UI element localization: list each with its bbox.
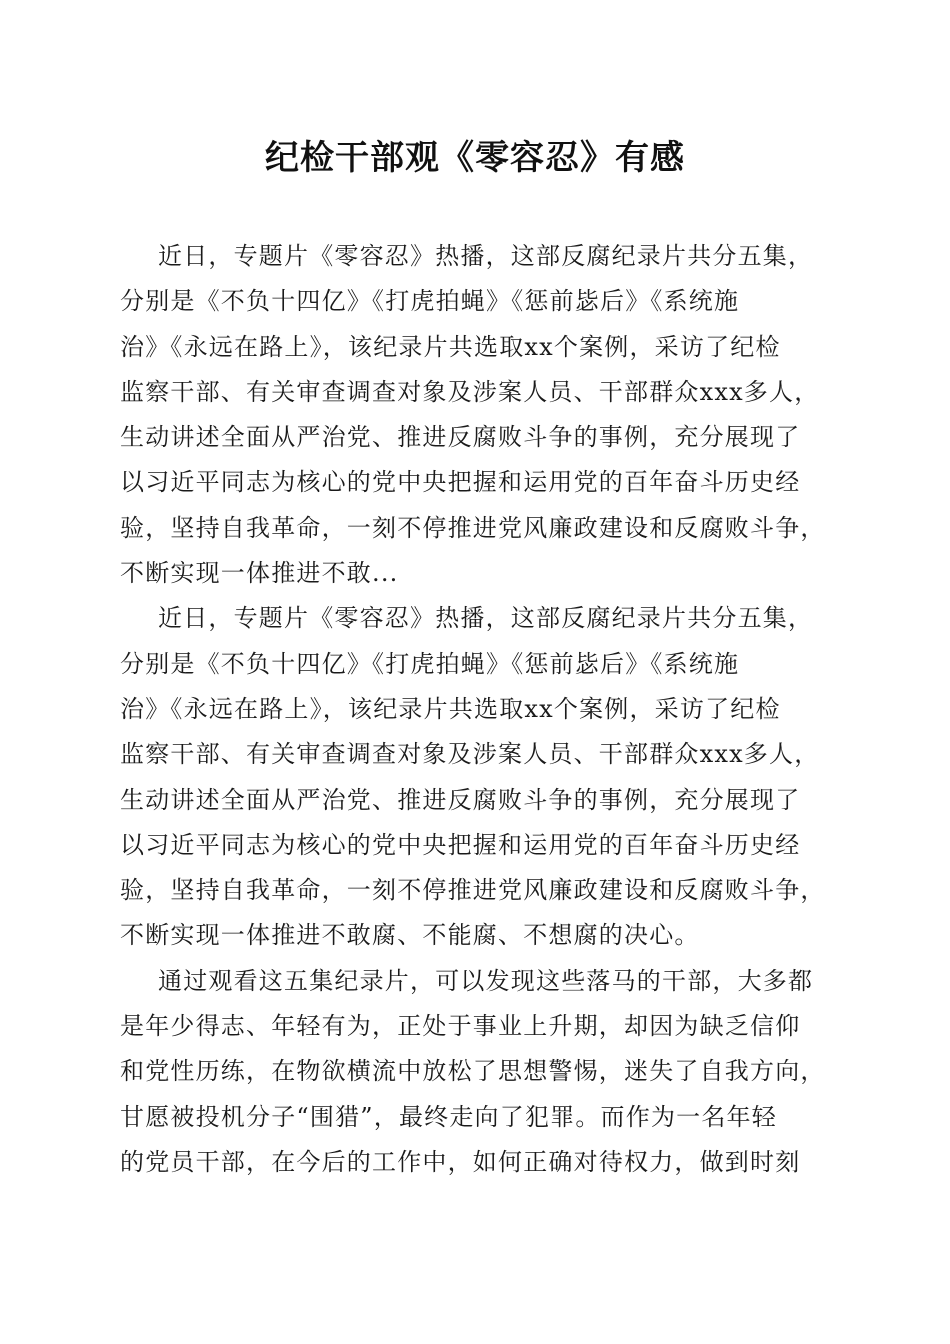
paragraph-line: 和党性历练，在物欲横流中放松了思想警惕，迷失了自我方向， <box>120 1057 826 1086</box>
document-body <box>120 234 838 1185</box>
paragraph-1 <box>120 234 838 596</box>
paragraph-line: 生动讲述全面从严治党、推进反腐败斗争的事例，充分展现了 <box>120 423 801 452</box>
paragraph-line: 治》《永远在路上》，该纪录片共选取xx个案例，采访了纪检 <box>120 694 781 723</box>
paragraph-line: 甘愿被投机分子“围猎”，最终走向了犯罪。而作为一名年轻 <box>120 1102 777 1131</box>
paragraph-line: 以习近平同志为核心的党中央把握和运用党的百年奋斗历史经 <box>120 830 801 859</box>
paragraph-line: 近日，专题片《零容忍》热播，这部反腐纪录片共分五集， <box>158 242 814 270</box>
paragraph-line: 生动讲述全面从严治党、推进反腐败斗争的事例，充分展现了 <box>120 785 801 814</box>
paragraph-line: 不断实现一体推进不敢腐、不能腐、不想腐的决心。 <box>120 921 700 950</box>
paragraph-line: 以习近平同志为核心的党中央把握和运用党的百年奋斗历史经 <box>120 468 801 497</box>
paragraph-line: 分别是《不负十四亿》《打虎拍蝇》《惩前毖后》《系统施 <box>120 287 740 316</box>
paragraph-line: 验，坚持自我革命，一刻不停推进党风廉政建设和反腐败斗争， <box>120 876 826 905</box>
paragraph-line: 分别是《不负十四亿》《打虎拍蝇》《惩前毖后》《系统施 <box>120 649 740 678</box>
paragraph-line: 验，坚持自我革命，一刻不停推进党风廉政建设和反腐败斗争， <box>120 513 826 542</box>
paragraph-line: 监察干部、有关审查调查对象及涉案人员、干部群众xxx多人， <box>120 377 820 406</box>
paragraph-line: 通过观看这五集纪录片，可以发现这些落马的干部，大多都 <box>158 966 814 995</box>
paragraph-3 <box>120 959 838 1185</box>
paragraph-line: 的党员干部，在今后的工作中，如何正确对待权力，做到时刻 <box>120 1147 801 1176</box>
paragraph-line: 不断实现一体推进不敢... <box>120 559 399 588</box>
paragraph-line: 监察干部、有关审查调查对象及涉案人员、干部群众xxx多人， <box>120 740 820 769</box>
paragraph-line: 近日，专题片《零容忍》热播，这部反腐纪录片共分五集， <box>158 604 814 633</box>
paragraph-line: 治》《永远在路上》，该纪录片共选取xx个案例，采访了纪检 <box>120 332 781 361</box>
paragraph-line: 是年少得志、年轻有为，正处于事业上升期，却因为缺乏信仰 <box>120 1012 801 1041</box>
paragraph-2 <box>120 596 838 958</box>
document-title: 纪检干部观《零容忍》有感 <box>265 138 685 178</box>
